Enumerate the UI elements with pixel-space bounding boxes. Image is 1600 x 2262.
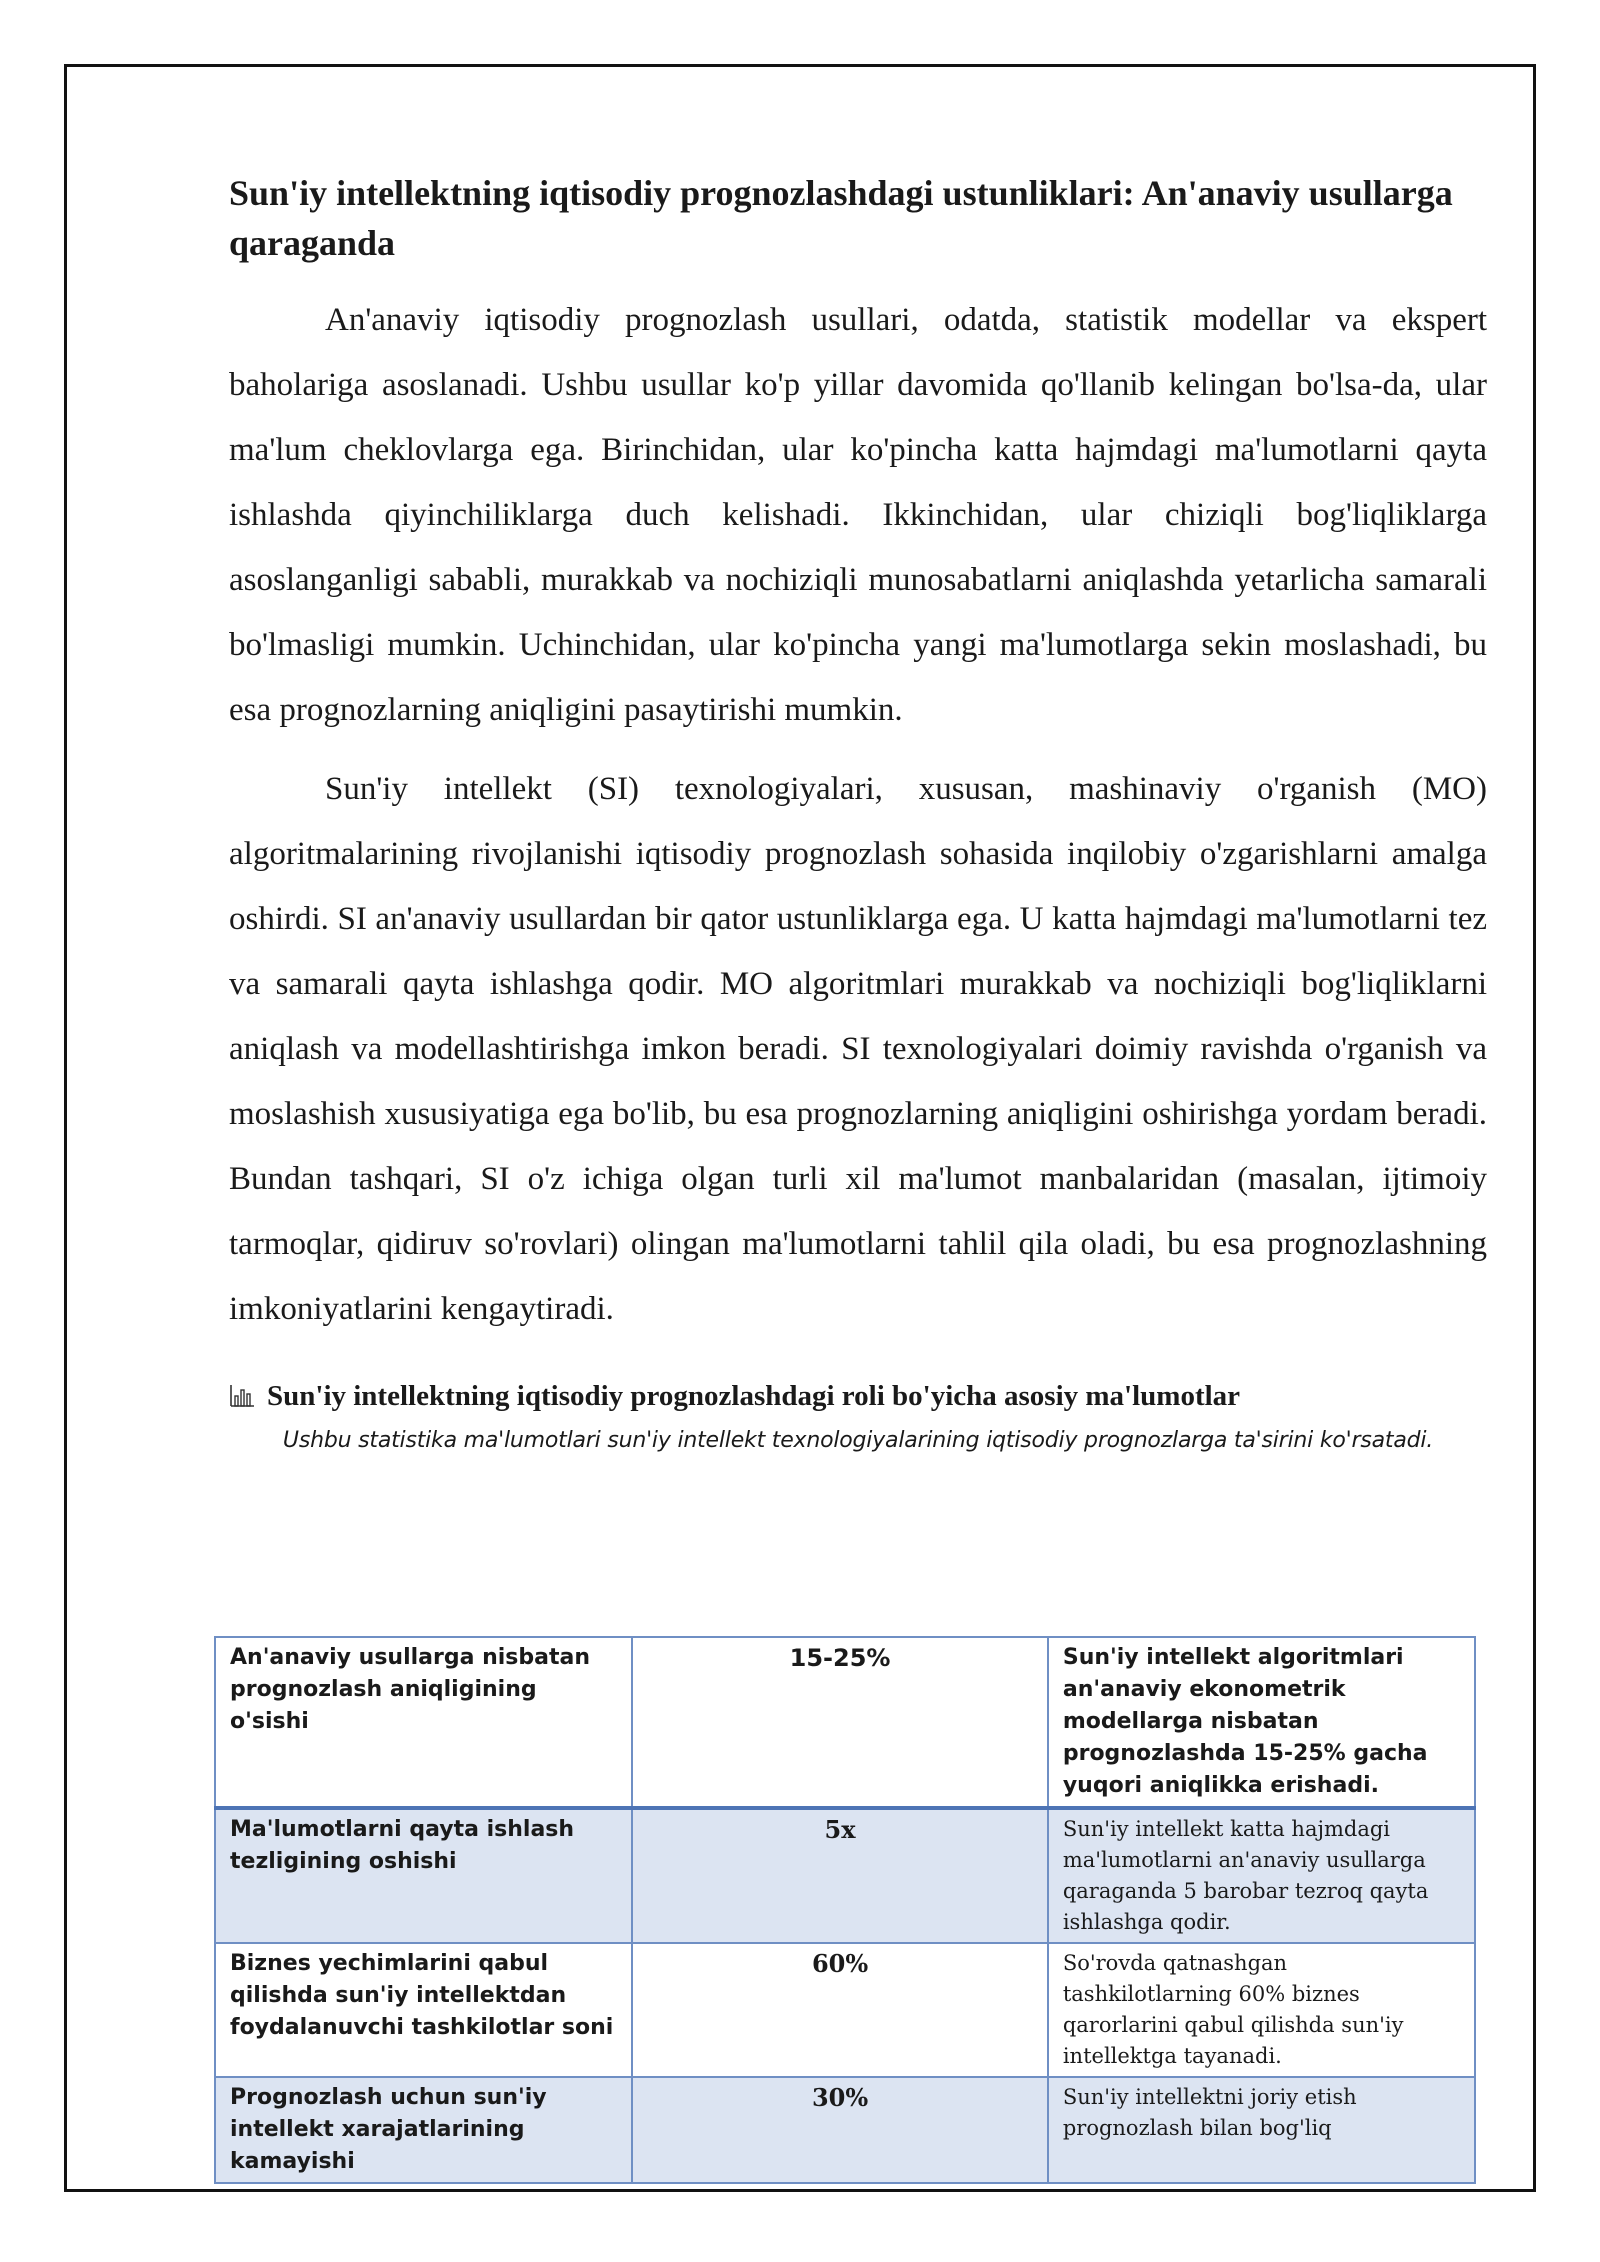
paragraph-2: Sun'iy intellekt (SI) texnologiyalari, xususan, mashinaviy o'rganish (MO) algoritmalarining rivojlanishi iqtisodiy prognozlash sohasida inqilobiy o'zgarishlarni amalga oshirdi. SI an'anaviy usullardan bir qator ustunliklarga ega. U katta hajmdagi ma'lumotlarni tez va samarali qayta ishlashga qodir. MO algoritmlari murakkab va nochiziqli bog'liqliklarni aniqlash va modellashtirishga imkon beradi. SI texnologiyalari doimiy ravishda o'rganish va moslashish xususiyatiga ega bo'lib, bu esa prognozlarning aniqligini oshirishga yordam beradi. Bundan tashqari, SI o'z ichiga olgan turli xil ma'lumot manbalaridan (masalan, ijtimoiy tarmoqlar, qidiruv so'rovlari) olingan ma'lumotlarni tahlil qila oladi, bu esa prognozlashning imkoniyatlarini kengaytiradi.: [229, 771, 1487, 1327]
paragraph-1: An'anaviy iqtisodiy prognozlash usullari, odatda, statistik modellar va ekspert baholariga asoslanadi. Ushbu usullar ko'p yillar davomida qo'llanib kelingan bo'lsa-da, ular ma'lum cheklovlarga ega. Birinchidan, ular ko'pincha katta hajmdagi ma'lumotlarni qayta ishlashda qiyinchiliklarga duch kelishadi. Ikkinchidan, ular chiziqli bog'liqliklarga asoslanganligi sababli, murakkab va nochiziqli munosabatlarni aniqlashda yetarlicha samarali bo'lmasligi mumkin. Uchinchidan, ular ko'pincha yangi ma'lumotlarga sekin moslashadi, bu esa prognozlarning aniqligini pasaytirishi mumkin.: [229, 302, 1487, 728]
table-row: [215, 1808, 1475, 1943]
metric-cell: Ma'lumotlarni qayta ishlash tezligining oshishi: [215, 1808, 632, 1943]
stats-table: [214, 1636, 1476, 2184]
table-row: [215, 1943, 1475, 2077]
stats-caption: Ushbu statistika ma'lumotlari sun'iy intellekt texnologiyalarining iqtisodiy prognozlarga ta'sirini ko'rsatadi.: [282, 1428, 1434, 1453]
metric-cell: An'anaviy usullarga nisbatan prognozlash aniqligining o'sishi: [215, 1637, 632, 1808]
value-cell: 30%: [632, 2077, 1048, 2183]
description-cell: Sun'iy intellekt algoritmlari an'anaviy ekonometrik modellarga nisbatan prognozlashda 15-25% gacha yuqori aniqlikka erishadi.: [1048, 1637, 1475, 1808]
document-body: [229, 168, 1487, 1474]
document-title: Sun'iy intellektning iqtisodiy prognozlashdagi ustunliklari: An'anaviy usullarga qaraganda: [229, 173, 1453, 263]
value-cell: 15-25%: [632, 1637, 1048, 1808]
stats-heading: [229, 1376, 1487, 1416]
description-cell: Sun'iy intellektni joriy etish prognozlash bilan bog'liq: [1048, 2077, 1475, 2183]
bar-chart-icon: [229, 1384, 255, 1408]
stats-heading-text: Sun'iy intellektning iqtisodiy prognozlashdagi roli bo'yicha asosiy ma'lumotlar: [267, 1380, 1241, 1412]
metric-cell: Biznes yechimlarini qabul qilishda sun'iy intellektdan foydalanuvchi tashkilotlar soni: [215, 1943, 632, 2077]
description-cell: So'rovda qatnashgan tashkilotlarning 60% biznes qarorlarini qabul qilishda sun'iy intellektga tayanadi.: [1048, 1943, 1475, 2077]
table-row: [215, 1637, 1475, 1808]
table-row: [215, 2077, 1475, 2183]
metric-cell: Prognozlash uchun sun'iy intellekt xarajatlarining kamayishi: [215, 2077, 632, 2183]
value-cell: 60%: [632, 1943, 1048, 2077]
description-cell: Sun'iy intellekt katta hajmdagi ma'lumotlarni an'anaviy usullarga qaraganda 5 barobar tezroq qayta ishlashga qodir.: [1048, 1808, 1475, 1943]
value-cell: 5x: [632, 1808, 1048, 1943]
